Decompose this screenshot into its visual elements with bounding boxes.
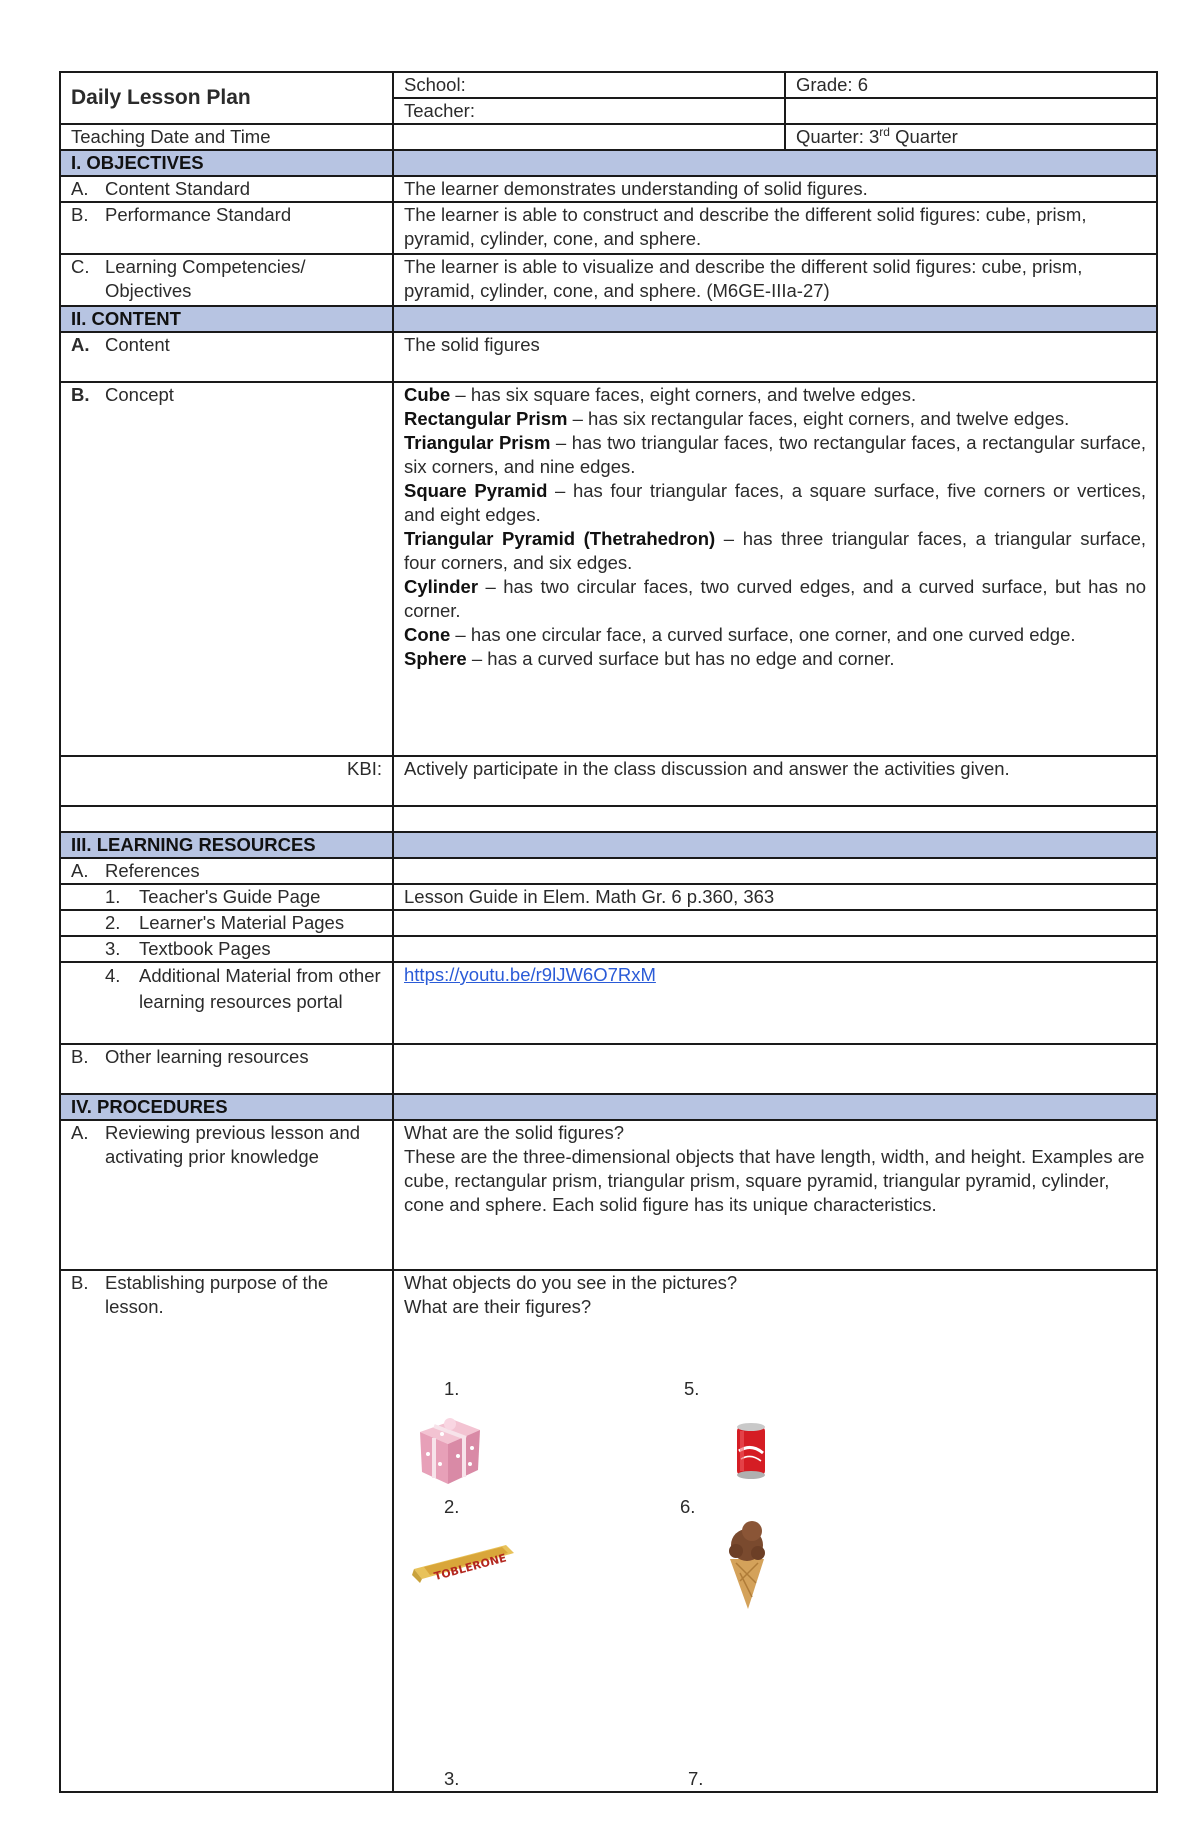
learners-material-label: 2. Learner's Material Pages	[60, 910, 393, 936]
teachers-guide-label: 1. Teacher's Guide Page	[60, 884, 393, 910]
ice-cream-cone-image	[722, 1521, 772, 1611]
additional-material-label: 4. Additional Material from other learning resources portal	[60, 962, 393, 1044]
additional-material-value	[393, 962, 1157, 1044]
teacher-field: Teacher:	[393, 98, 785, 124]
document-title: Daily Lesson Plan	[60, 72, 393, 124]
lesson-plan-page	[59, 71, 1156, 1793]
picture-number-1: 1.	[444, 1378, 460, 1399]
procedures-heading: IV. PROCEDURES	[60, 1094, 393, 1120]
grade-field: Grade: 6	[785, 72, 1157, 98]
reviewing-label: A. Reviewing previous lesson and activating prior knowledge	[60, 1120, 393, 1270]
lesson-plan-table	[59, 71, 1158, 1793]
pictures-area	[404, 1319, 1146, 1791]
concept-item: Sphere – has a curved surface but has no edge and corner.	[404, 648, 895, 669]
school-field: School:	[393, 72, 785, 98]
picture-number-7: 7.	[688, 1768, 704, 1789]
concept-item: Triangular Pyramid (Thetrahedron) – has three triangular faces, a triangular surface, four corners, and six edges.	[404, 528, 1146, 573]
concept-item: Cone – has one circular face, a curved surface, one corner, and one curved edge.	[404, 624, 1076, 645]
section-fill	[393, 150, 1157, 176]
competencies-label: C. Learning Competencies/ Objectives	[60, 254, 393, 306]
content-label: A. Content	[60, 332, 393, 382]
empty-cell	[393, 806, 1157, 832]
empty-cell	[785, 98, 1157, 124]
resources-heading: III. LEARNING RESOURCES	[60, 832, 393, 858]
toblerone-image	[410, 1539, 516, 1585]
concept-item: Cube – has six square faces, eight corners, and twelve edges.	[404, 384, 917, 405]
performance-standard-value: The learner is able to construct and describe the different solid figures: cube, prism, pyramid, cylinder, cone, and sphere.	[393, 202, 1157, 254]
establishing-label: B. Establishing purpose of the lesson.	[60, 1270, 393, 1792]
soda-can-image	[734, 1421, 768, 1481]
reviewing-question: What are the solid figures?	[404, 1122, 625, 1143]
establishing-value	[393, 1270, 1157, 1792]
kbi-value: Actively participate in the class discussion and answer the activities given.	[393, 756, 1157, 806]
reviewing-answer: These are the three-dimensional objects that have length, width, and height. Examples are cube, rectangular prism, triangular prism, square pyramid, triangular pyramid, cylinder, cone and sphere. Each solid figure has its unique characteristics.	[404, 1146, 1145, 1215]
concept-item: Triangular Prism – has two triangular faces, two rectangular faces, a rectangular surface, six corners, and nine edges.	[404, 432, 1146, 477]
section-fill	[393, 306, 1157, 332]
concept-item: Cylinder – has two circular faces, two curved edges, and a curved surface, but has no corner.	[404, 576, 1146, 621]
content-standard-value: The learner demonstrates understanding of solid figures.	[393, 176, 1157, 202]
picture-number-5: 5.	[684, 1378, 700, 1399]
content-value: The solid figures	[393, 332, 1157, 382]
concept-item: Rectangular Prism – has six rectangular faces, eight corners, and twelve edges.	[404, 408, 1070, 429]
picture-number-6: 6.	[680, 1496, 696, 1517]
section-fill	[393, 832, 1157, 858]
teaching-date-value	[393, 124, 785, 150]
empty-cell	[393, 936, 1157, 962]
objectives-heading: I. OBJECTIVES	[60, 150, 393, 176]
empty-cell	[393, 858, 1157, 884]
section-fill	[393, 1094, 1157, 1120]
content-standard-label: A. Content Standard	[60, 176, 393, 202]
teaching-date-label: Teaching Date and Time	[60, 124, 393, 150]
concept-label: B. Concept	[60, 382, 393, 756]
empty-cell	[393, 910, 1157, 936]
toblerone-label: TOBLERONE	[432, 1551, 508, 1584]
establishing-question-1: What objects do you see in the pictures?	[404, 1272, 738, 1293]
textbook-label: 3. Textbook Pages	[60, 936, 393, 962]
teachers-guide-value: Lesson Guide in Elem. Math Gr. 6 p.360, 363	[393, 884, 1157, 910]
picture-number-3: 3.	[444, 1768, 460, 1789]
concept-item: Square Pyramid – has four triangular faces, a square surface, five corners or vertices, and eight edges.	[404, 480, 1146, 525]
kbi-label: KBI:	[60, 756, 393, 806]
other-resources-label: B. Other learning resources	[60, 1044, 393, 1094]
competencies-value: The learner is able to visualize and describe the different solid figures: cube, prism, pyramid, cylinder, cone, and sphere. (M6GE-IIIa-27)	[393, 254, 1157, 306]
youtube-link[interactable]: https://youtu.be/r9lJW6O7RxM	[404, 964, 656, 985]
concept-list	[393, 382, 1157, 756]
content-heading: II. CONTENT	[60, 306, 393, 332]
establishing-question-2: What are their figures?	[404, 1296, 592, 1317]
picture-number-2: 2.	[444, 1496, 460, 1517]
reviewing-value	[393, 1120, 1157, 1270]
empty-cell	[393, 1044, 1157, 1094]
quarter-field: Quarter: 3rd Quarter	[785, 124, 1157, 150]
gift-box-image	[414, 1414, 484, 1486]
references-label: A. References	[60, 858, 393, 884]
performance-standard-label: B. Performance Standard	[60, 202, 393, 254]
empty-cell	[60, 806, 393, 832]
